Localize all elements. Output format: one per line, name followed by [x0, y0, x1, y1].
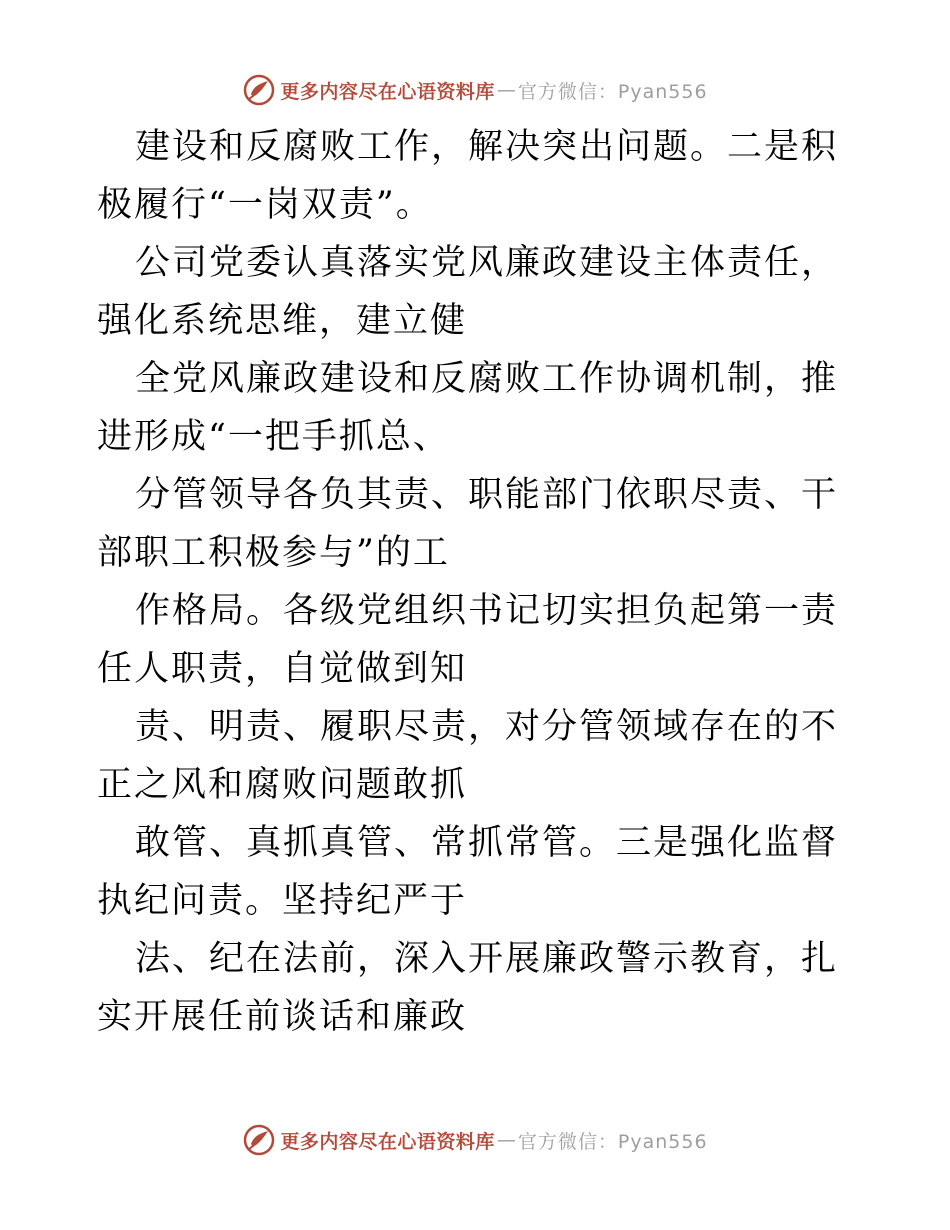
brand-logo-icon: [242, 73, 276, 107]
footer-watermark: [0, 1120, 950, 1160]
paragraph: 全党风廉政建设和反腐败工作协调机制，推进形成“一把手抓总、: [97, 359, 839, 457]
paragraph: 敢管、真抓真管、常抓常管。三是强化监督执纪问责。坚持纪严于: [97, 823, 839, 921]
watermark-contact-text: 官方微信：Pyan556: [517, 1130, 708, 1153]
brand-logo-icon: [242, 1123, 276, 1157]
paragraph: 作格局。各级党组织书记切实担负起第一责任人职责，自觉做到知: [97, 591, 839, 689]
paragraph: 法、纪在法前，深入开展廉政警示教育，扎实开展任前谈话和廉政: [97, 939, 839, 1037]
header-watermark: [0, 70, 950, 110]
paragraph: 建设和反腐败工作，解决突出问题。二是积极履行“一岗双责”。: [97, 127, 839, 225]
watermark-brand-text: 更多内容尽在心语资料库: [280, 1130, 495, 1153]
watermark-contact-text: 官方微信：Pyan556: [517, 80, 708, 103]
watermark-separator: —: [496, 79, 516, 101]
paragraph: 责、明责、履职尽责，对分管领域存在的不正之风和腐败问题敢抓: [97, 707, 839, 805]
document-body: [97, 118, 857, 1046]
watermark-separator: —: [496, 1129, 516, 1151]
paragraph: 分管领导各负其责、职能部门依职尽责、干部职工积极参与”的工: [97, 475, 839, 573]
watermark-brand-text: 更多内容尽在心语资料库: [280, 80, 495, 103]
paragraph: 公司党委认真落实党风廉政建设主体责任，强化系统思维，建立健: [97, 243, 839, 341]
